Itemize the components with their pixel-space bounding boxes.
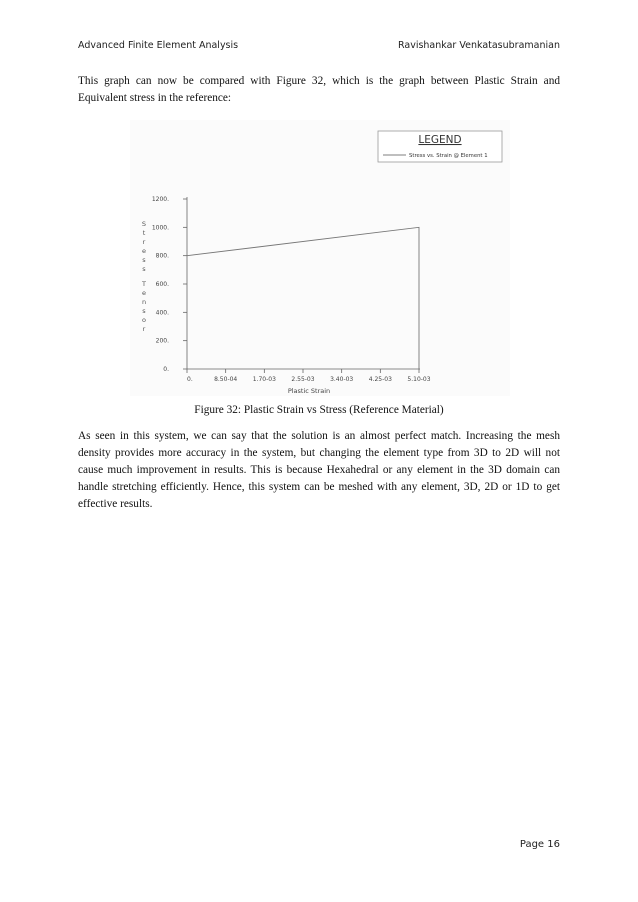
y-tick-label: 1200. xyxy=(151,196,169,203)
y-tick-label: 400. xyxy=(155,309,169,317)
x-axis-label: Plastic Strain xyxy=(287,387,331,395)
y-label-letter: S xyxy=(141,220,147,228)
y-label-letter: n xyxy=(141,298,147,306)
x-ticks xyxy=(187,369,431,383)
y-label-letter: s xyxy=(142,256,146,264)
series-line xyxy=(187,227,419,369)
x-tick-label: 3.40-03 xyxy=(330,376,354,383)
x-tick-label: 8.50-04 xyxy=(214,376,238,383)
conclusion-paragraph: As seen in this system, we can say that the solution is an almost perfect match. Increasing the mesh density provides more accuracy in the system, but changing the element type from 3D to 2D will not cause much improvement in results. This is because Hexahedral or any element in the 3D domain can handle stretching efficiently. Hence, this system can be meshed with any element, 3D, 2D or 1D to get effective results. xyxy=(78,430,560,510)
y-tick-label: 200. xyxy=(155,337,169,345)
y-label-letter: r xyxy=(142,238,146,246)
legend-series-label: Stress vs. Strain @ Element 1 xyxy=(409,153,488,159)
y-tick-label: 800. xyxy=(155,252,169,260)
x-tick-label: 4.25-03 xyxy=(368,376,392,383)
intro-paragraph: This graph can now be compared with Figure 32, which is the graph between Plastic Strain and Equivalent stress in the reference: xyxy=(78,75,560,104)
x-tick-label: 5.10-03 xyxy=(407,376,431,383)
x-tick-label: 2.55-03 xyxy=(291,376,315,383)
chart-svg xyxy=(130,120,510,396)
legend-title: LEGEND xyxy=(418,134,462,146)
y-label-letter: T xyxy=(142,280,146,288)
figure-chart xyxy=(130,120,510,396)
y-label-letter: s xyxy=(142,265,146,273)
y-axis-label xyxy=(141,220,146,333)
y-label-letter: o xyxy=(142,316,146,324)
page-number: Page 16 xyxy=(519,839,560,850)
y-tick-label: 1000. xyxy=(151,224,169,232)
x-tick-label: 0. xyxy=(187,376,193,383)
header-title: Advanced Finite Element Analysis xyxy=(78,40,239,51)
y-label-letter: t xyxy=(142,229,146,237)
y-tick-label: 0. xyxy=(163,366,169,373)
y-label-letter: s xyxy=(142,307,146,315)
x-tick-label: 1.70-03 xyxy=(252,376,276,383)
y-tick-label: 600. xyxy=(155,281,169,288)
y-label-letter: e xyxy=(142,247,146,255)
y-label-letter: e xyxy=(142,289,146,297)
figure-caption: Figure 32: Plastic Strain vs Stress (Reference Material) xyxy=(194,404,444,416)
header-author: Ravishankar Venkatasubramanian xyxy=(397,40,560,51)
y-ticks xyxy=(152,196,187,373)
y-label-letter: r xyxy=(142,325,146,333)
